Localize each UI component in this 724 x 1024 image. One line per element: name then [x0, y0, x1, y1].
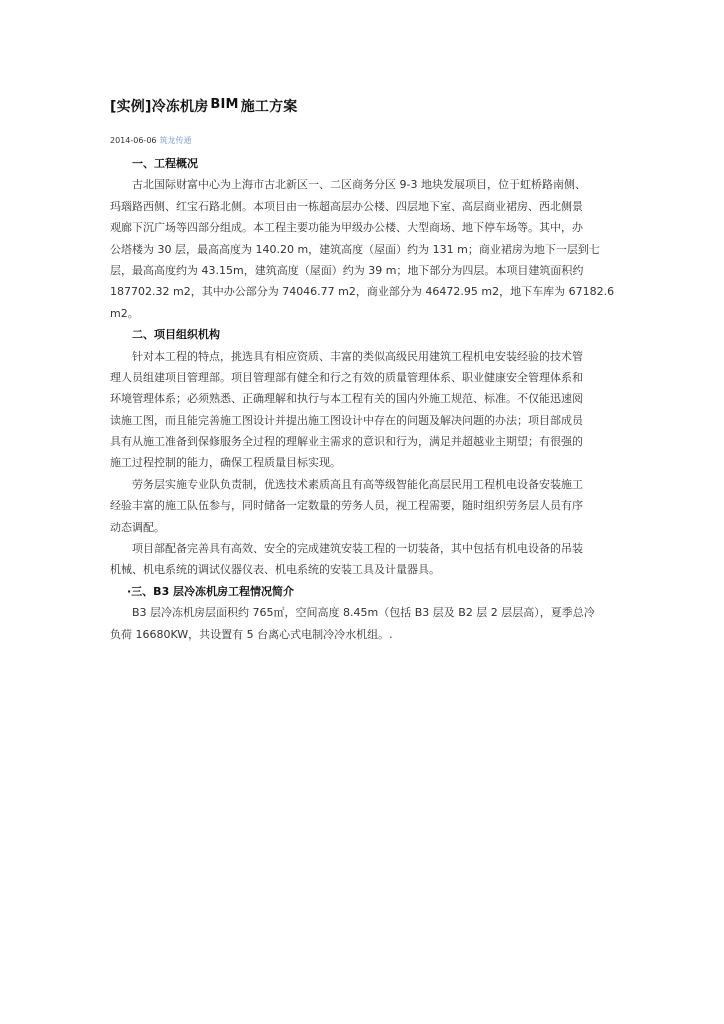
section-heading-b3-chiller-room: ·三、B3 层冷冻机房工程情况简介 [127, 584, 295, 598]
section-heading-organization: 二、项目组织机构 [132, 328, 220, 342]
paragraph-line: B3 层冷冻机房层面积约 765㎡，空间高度 8.45m（包括 B3 层及 B2 层 2 层层高），夏季总冷 [132, 606, 595, 620]
paragraph-line: 层，最高高度约为 43.15m，建筑高度（屋面）约为 39 m；地下部分为四层。本项目建筑面积约 [110, 263, 584, 277]
paragraph-line: 环境管理体系；必须熟悉、正确理解和执行与本工程有关的国内外施工规范、标准。不仅能迅速阅 [110, 392, 583, 406]
paragraph-line: 项目部配备完善具有高效、安全的完成建筑安装工程的一切装备，其中包括有机电设备的吊装 [132, 542, 583, 556]
article-title [110, 96, 298, 116]
author-link[interactable]: 筑龙传通 [159, 136, 192, 145]
title-bim: BIM [210, 97, 239, 112]
paragraph-line: 玛瑙路西侧、红宝石路北侧。本项目由一栋超高层办公楼、四层地下室、高层商业裙房、西北侧景 [110, 199, 583, 213]
paragraph-line: 187702.32 m2，其中办公部分为 74046.77 m2，商业部分为 46472.95 m2，地下车库为 67182.6 [110, 285, 615, 299]
title-suffix: 施工方案 [240, 99, 298, 115]
paragraph-line: 针对本工程的特点，挑选具有相应资质、丰富的类似高级民用建筑工程机电安装经验的技术管 [132, 349, 583, 363]
paragraph-line: 机械、机电系统的调试仪器仪表、机电系统的安装工具及计量器具。 [110, 563, 440, 577]
paragraph-line: 负荷 16680KW，共设置有 5 台离心式电制冷冷水机组。. [110, 627, 393, 641]
section-heading-overview: 一、工程概况 [132, 157, 198, 170]
paragraph-line: 观廊下沉广场等四部分组成。本工程主要功能为甲级办公楼、大型商场、地下停车场等。其中，办 [110, 221, 583, 235]
article-meta [110, 135, 192, 146]
paragraph-line: 公塔楼为 30 层，最高高度为 140.20 m，建筑高度（屋面）约为 131 m；商业裙房为地下一层到七 [110, 242, 600, 256]
paragraph-line: 古北国际财富中心为上海市古北新区一、二区商务分区 9-3 地块发展项目，位于虹桥路南侧、 [132, 178, 586, 192]
paragraph-line: m2。 [110, 306, 139, 320]
title-prefix: [实例]冷冻机房 [110, 99, 209, 115]
paragraph-line: 理人员组建项目管理部。项目管理部有健全和行之有效的质量管理体系、职业健康安全管理体系和 [110, 370, 583, 384]
paragraph-line: 经验丰富的施工队伍参与，同时储备一定数量的劳务人员，视工程需要，随时组织劳务层人员有序 [110, 499, 583, 513]
publish-date: 2014-06-06 [110, 136, 157, 145]
article-body [110, 153, 616, 645]
paragraph-line: 施工过程控制的能力，确保工程质量目标实现。 [110, 456, 341, 470]
paragraph-line: 具有从施工准备到保修服务全过程的理解业主需求的意识和行为，满足并超越业主期望；有很强的 [110, 435, 583, 449]
paragraph-line: 动态调配。 [110, 520, 165, 534]
paragraph-line: 读施工图，而且能完善施工图设计并提出施工图设计中存在的问题及解决问题的办法；项目部成员 [110, 413, 583, 427]
paragraph-line: 劳务层实施专业队负责制，优选技术素质高且有高等级智能化高层民用工程机电设备安装施工 [132, 477, 583, 491]
